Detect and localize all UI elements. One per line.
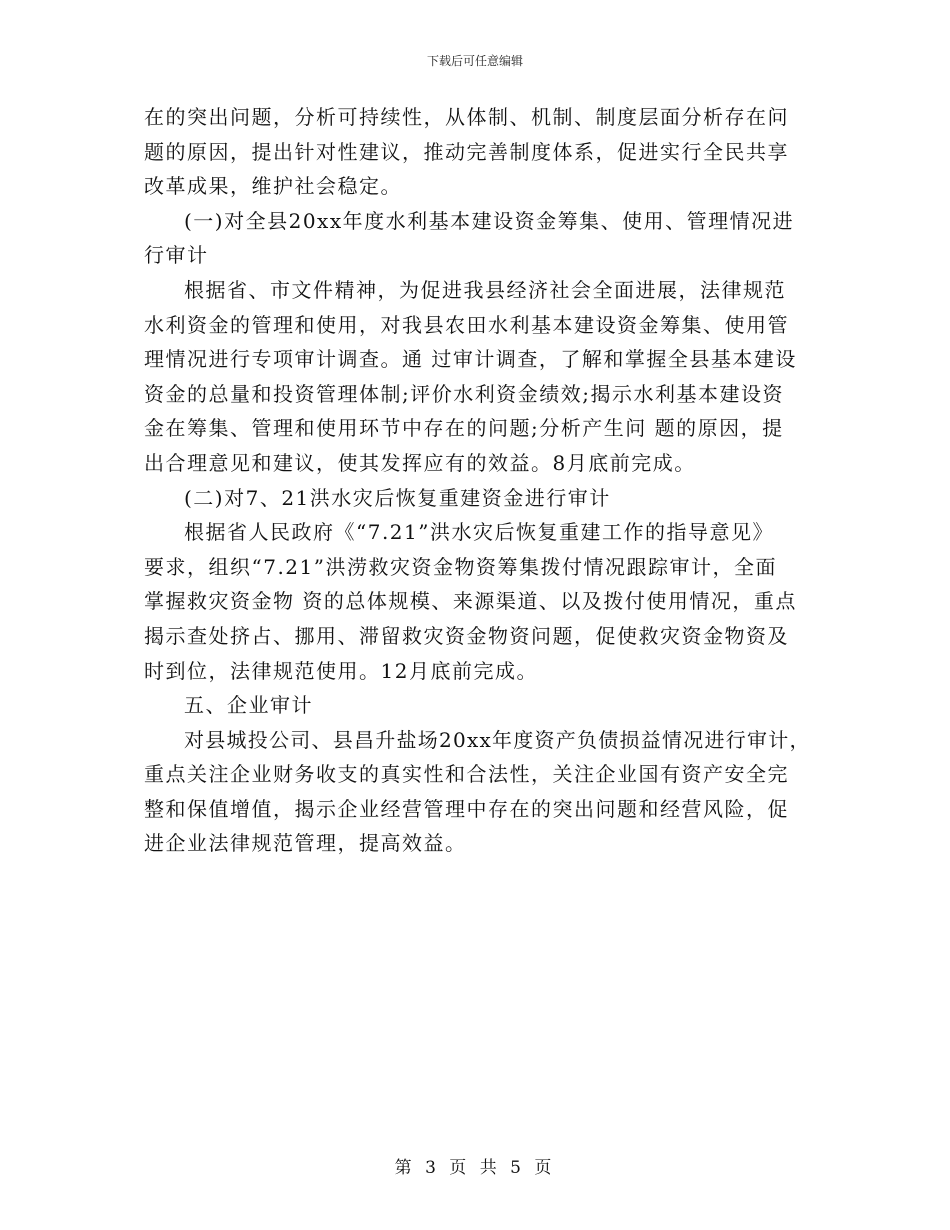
text-line: 时到位，法律规范使用。12月底前完成。 bbox=[144, 658, 538, 683]
text-line: 资金的总量和投资管理体制;评价水利资金绩效;揭示水利基本建设资 bbox=[144, 381, 784, 406]
text-line: 根据省人民政府《“7.21”洪水灾后恢复重建工作的指导意见》 bbox=[184, 520, 774, 545]
text-line: 五、企业审计 bbox=[184, 693, 313, 718]
text-line: 水利资金的管理和使用，对我县农田水利基本建设资金筹集、使用管 bbox=[144, 312, 789, 337]
text-line: 重点关注企业财务收支的真实性和合法性，关注企业国有资产安全完 bbox=[144, 762, 789, 787]
text-line: 理情况进行专项审计调查。通 过审计调查，了解和掌握全县基本建设 bbox=[144, 347, 797, 372]
text-line: 金在筹集、管理和使用环节中存在的问题;分析产生问 题的原因，提 bbox=[144, 416, 784, 441]
text-line: 改革成果，维护社会稳定。 bbox=[144, 174, 402, 199]
text-line: 题的原因，提出针对性建议，推动完善制度体系，促进实行全民共享 bbox=[144, 139, 789, 164]
text-line: 揭示查处挤占、挪用、滞留救灾资金物资问题，促使救灾资金物资及 bbox=[144, 623, 789, 648]
text-line: 进企业法律规范管理，提高效益。 bbox=[144, 831, 467, 856]
text-line: 根据省、市文件精神，为促进我县经济社会全面进展，法律规范 bbox=[184, 277, 786, 302]
text-line: 行审计 bbox=[144, 243, 209, 268]
text-line: (二)对7、21洪水灾后恢复重建资金进行审计 bbox=[184, 485, 611, 510]
header-note: 下载后可任意编辑 bbox=[426, 54, 523, 68]
text-line: 整和保值增值，揭示企业经营管理中存在的突出问题和经营风险，促 bbox=[144, 796, 789, 821]
text-line: 对县城投公司、县昌升盐场20xx年度资产负债损益情况进行审计， bbox=[184, 727, 811, 752]
text-line: 掌握救灾资金物 资的总体规模、来源渠道、以及拨付使用情况，重点 bbox=[144, 589, 797, 614]
text-line: 出合理意见和建议，使其发挥应有的效益。8月底前完成。 bbox=[144, 450, 696, 475]
text-line: 要求，组织“7.21”洪涝救灾资金物资筹集拨付情况跟踪审计，全面 bbox=[144, 554, 777, 579]
text-line: (一)对全县20xx年度水利基本建设资金筹集、使用、管理情况进 bbox=[184, 208, 795, 233]
text-line: 在的突出问题，分析可持续性，从体制、机制、制度层面分析存在问 bbox=[144, 105, 789, 129]
document-body bbox=[144, 100, 814, 861]
page-number: 第 3 页 共 5 页 bbox=[394, 1158, 556, 1178]
